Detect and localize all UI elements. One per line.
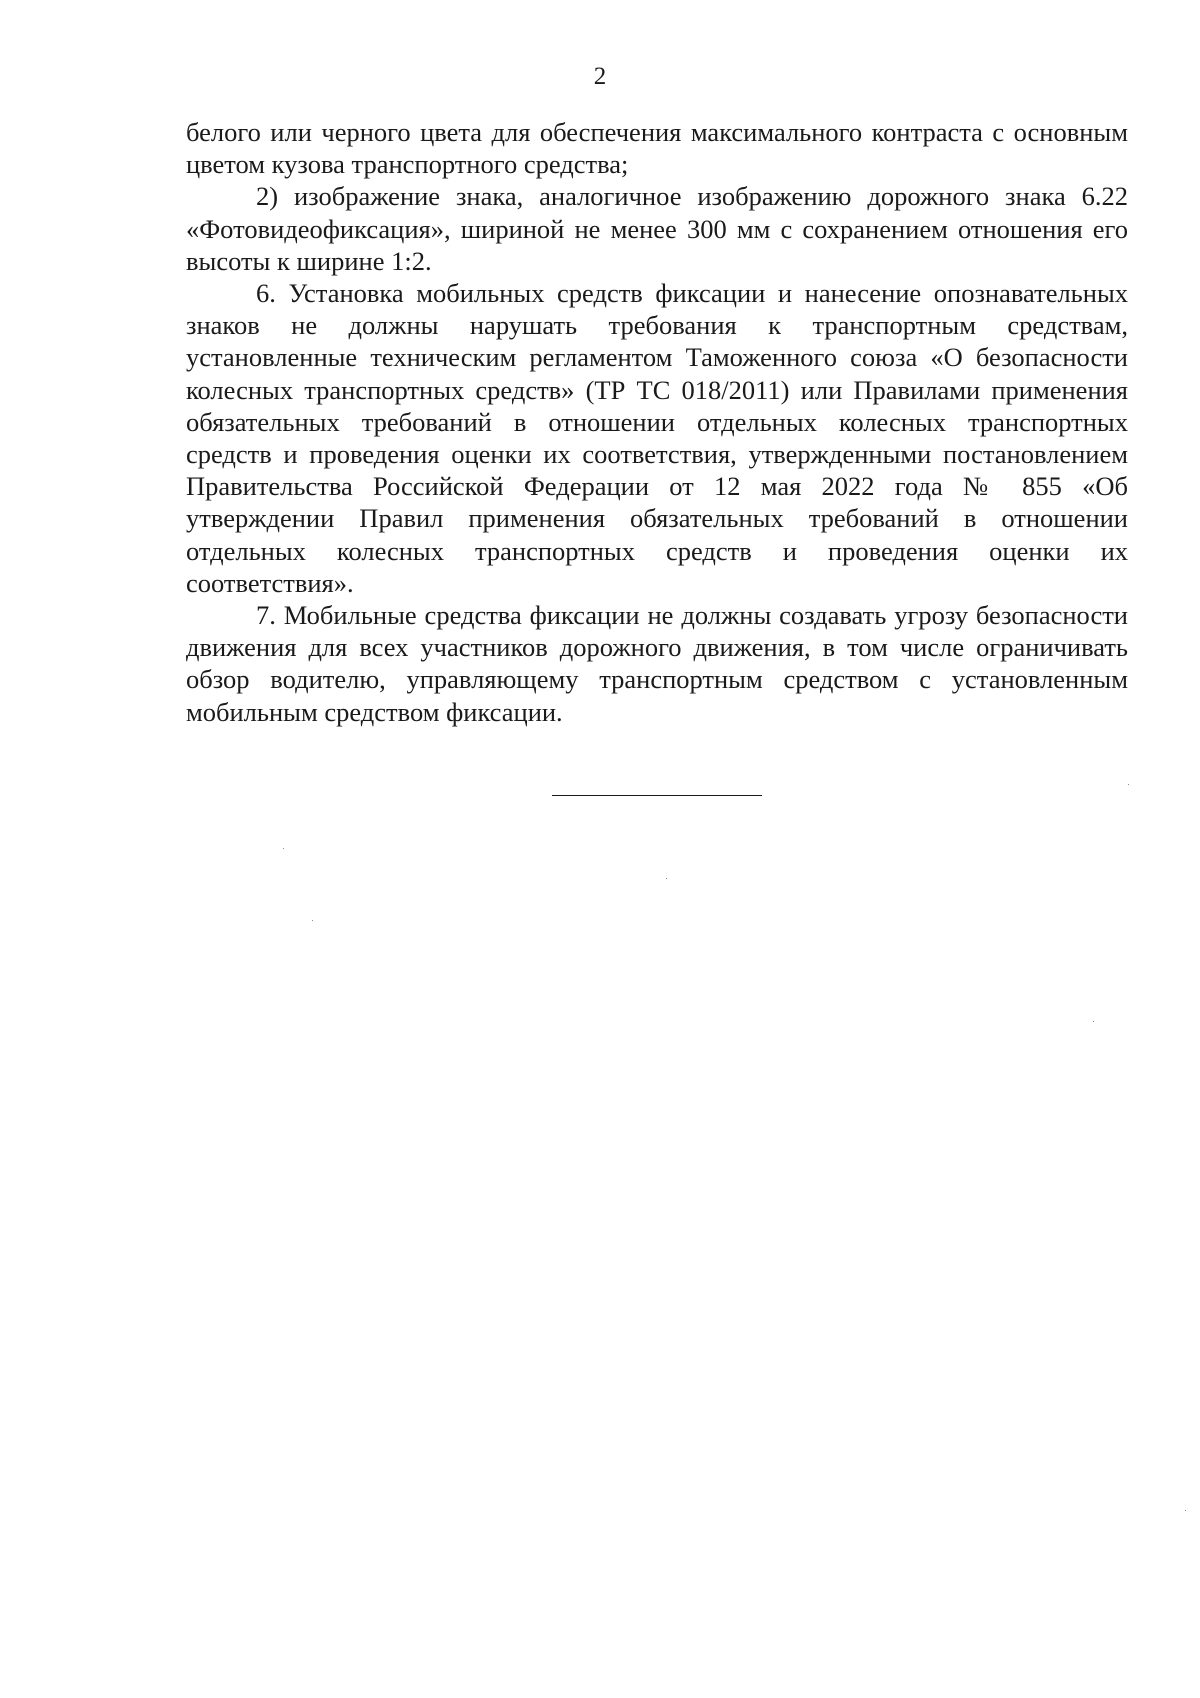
page-number: 2: [593, 63, 607, 90]
paragraph-clause-7: 7. Мобильные средства фиксации не должны создавать угрозу безопасности движения для всех участников дорожного движения, в том числе ограничивать обзор водителю, управляющему транспортным средством с установленным мобильным средством фиксации.: [186, 600, 1128, 727]
scan-speck: [1185, 1510, 1186, 1511]
document-body: [186, 116, 1128, 728]
paragraph-clause-6: 6. Установка мобильных средств фиксации и нанесение опознавательных знаков не должны нарушать требования к транспортным средствам, установленные техническим регламентом Таможенного союза «О безопасности колесных транспортных средств» (ТР ТС 018/2011) или Правилами применения обязательных требований в отношении отдельных колесных транспортных средств и проведения оценки их соответствия, утвержденными постановлением Правительства Российской Федерации от 12 мая 2022 года № 855 «Об утверждении Правил применения обязательных требований в отношении отдельных колесных транспортных средств и проведения оценки их соответствия».: [186, 278, 1128, 598]
scan-speck: [666, 878, 667, 879]
paragraph-item-2: 2) изображение знака, аналогичное изображению дорожного знака 6.22 «Фотовидеофиксация», шириной не менее 300 мм с сохранением отношения его высоты к ширине 1:2.: [186, 181, 1128, 276]
scan-speck: [1093, 1021, 1094, 1022]
scan-speck: [312, 920, 313, 921]
scan-speck: [283, 848, 284, 849]
scan-speck: [1128, 784, 1129, 785]
paragraph-continuation: белого или черного цвета для обеспечения максимального контраста с основным цветом кузова транспортного средства;: [186, 117, 1128, 180]
end-separator-line: [552, 795, 762, 796]
